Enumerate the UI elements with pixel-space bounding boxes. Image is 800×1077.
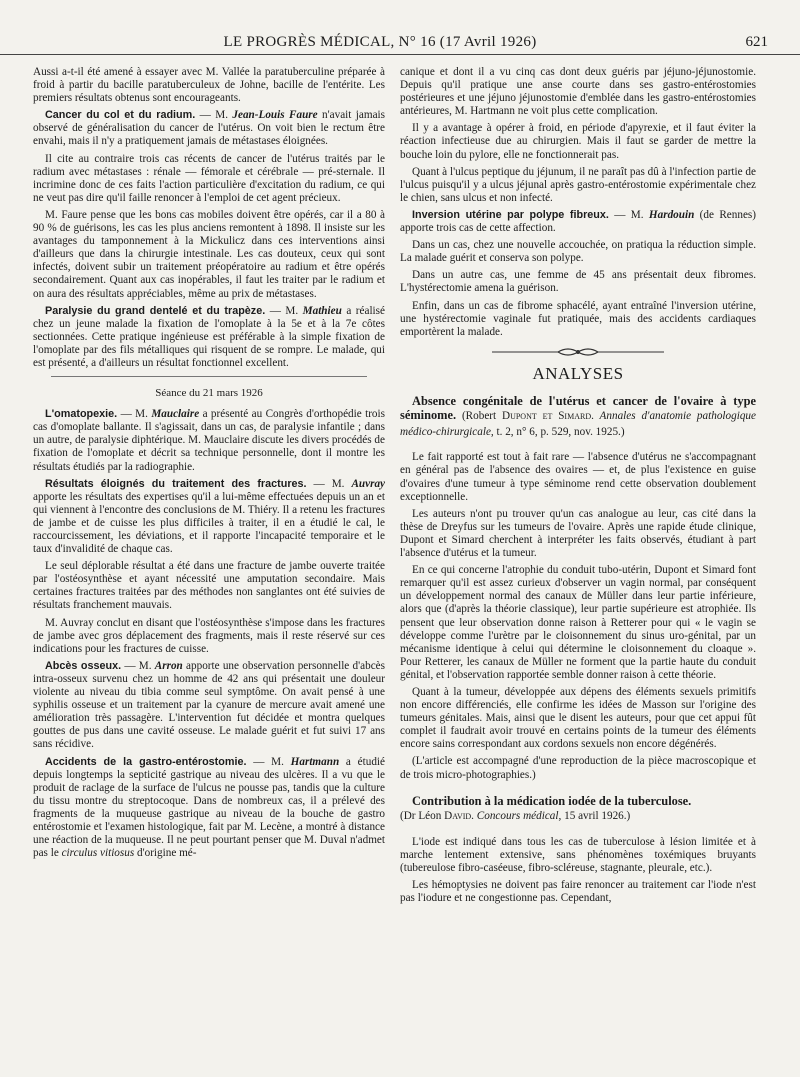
paragraph: Les hémoptysies ne doivent pas faire renoncer au traitement car l'iode n'est pas l'iodure et ne congestionne pas. Cependant, — [400, 878, 756, 904]
section-lead: Paralysie du grand dentelé et du trapèze. — [45, 304, 266, 317]
paragraph: Aussi a-t-il été amené à essayer avec M. Vallée la paratuberculine préparée à froid à partir du bacille paratuberculeux de Johne, bacille de l'entérite. Les premiers résultats obtenus sont encourageants. — [33, 66, 385, 105]
paragraph: M. Auvray conclut en disant que l'ostéosynthèse s'impose dans les fractures de jambe avec gros déplacement des fragments, mais il reste réservé sur ces indications pour les fractures de cuisse. — [33, 616, 385, 655]
paragraph: Les auteurs n'ont pu trouver qu'un cas analogue au leur, cas cité dans la thèse de Dreyfus sur les tumeurs de l'ovaire. Après une rapide étude clinique, Dupont et Simard cherchent à interpréter les faits observés, étudiant à part l'absence d'utérus et la tumeur. — [400, 507, 756, 560]
paragraph: (L'article est accompagné d'une reproduction de la pièce macroscopique et de trois micro-photographies.) — [400, 755, 756, 781]
latin-term: circulus vitiosus — [61, 847, 135, 860]
author-name: Hartmann — [290, 755, 340, 768]
section-lead: Résultats éloignés du traitement des fractures. — [45, 477, 307, 490]
section-lead: Abcès osseux. — [45, 659, 122, 672]
paragraph: Quant à l'ulcus peptique du jéjunum, il ne paraît pas dû à l'infection partie de l'ulcus puisqu'il y a ulcus jéjunal après gastro-entérostomie expérimentale chez le chien, sans ulcus et non infecté. — [400, 165, 756, 204]
paragraph: Inversion utérine par polype fibreux. — M. Hardouin (de Rennes) apporte trois cas de cette affection. — [400, 208, 756, 235]
ornament-divider-icon — [488, 345, 668, 359]
paragraph: M. Faure pense que les bons cas mobiles doivent être opérés, car il a 80 à 90 % de guérisons, les cas les plus anciens remontent à 1898. Il insiste sur les avantages du tamponnement à la Mickulicz dans ces interventions ainsi d'ailleurs que dans la chirurgie intestinale. Les cas douteux, ceux qui sont infectés, doivent subir un traitement préopératoire au radium et être opérés secondairement. Quant aux cas inopérables, il faut les traiter par le radium et on aura des résultats appréciables, même au prix de métastases. — [33, 208, 385, 300]
author-name: Mathieu — [302, 304, 342, 317]
divider — [51, 376, 368, 377]
journal-title: LE PROGRÈS MÉDICAL, N° 16 (17 Avril 1926) — [223, 34, 537, 50]
author-name: Auvray — [351, 477, 385, 490]
article-reference: (Dr Léon David. Concours médical, 15 avril 1926.) — [400, 810, 631, 823]
running-header — [0, 34, 800, 55]
left-column — [33, 66, 385, 1071]
author-name: Hardouin — [648, 208, 695, 221]
seance-heading: Séance du 21 mars 1926 — [155, 387, 263, 400]
article-title: Contribution à la médication iodée de la tuberculose. (Dr Léon David. Concours médical, 15 avril 1926.) — [400, 793, 692, 823]
section-lead: Inversion utérine par polype fibreux. — [412, 208, 609, 221]
section-lead: Accidents de la gastro-entérostomie. — [45, 755, 247, 768]
paragraph: Enfin, dans un cas de fibrome sphacélé, ayant entraîné l'inversion utérine, une hystérectomie vaginale fut pratiquée, mais des accidents cardiaques emportèrent la malade. — [400, 299, 756, 338]
paragraph: Il y a avantage à opérer à froid, en période d'apyrexie, et il faut éviter la réaction infectieuse due au chirurgien. Mais il faut se garder de mettre la bouche loin du pylore, elle ne fonctionnerait pas. — [400, 122, 756, 161]
author-name: Mauclaire — [151, 408, 200, 421]
paragraph: Paralysie du grand dentelé et du trapèze. — M. Mathieu a réalisé chez un jeune malade la fixation de l'omoplate à la 5e et à la 7e côtes sectionnées. Cette pratique ingénieuse est préférable à la simple fixation de l'omoplate par des fils métalliques qui risquent de se rompre. Le malade, qui est présenté, a d'ailleurs un résultat fonctionnel excellent. — [33, 304, 385, 369]
paragraph: Il cite au contraire trois cas récents de cancer de l'utérus traités par le radium avec métastases : rénale — fémorale et cérébrale — pré-sternale. Il incrimine donc de ces faits l'action particulière d'excitation du radium, ce qui ne veut pas dire qu'il faille renoncer à l'emploi de cet agent précieux. — [33, 152, 385, 204]
section-heading: ANALYSES — [532, 363, 624, 383]
section-lead: Cancer du col et du radium. — [45, 109, 196, 122]
section-lead: L'omatopexie. — [45, 408, 118, 421]
paragraph: canique et dont il a vu cinq cas dont deux guéris par jéjuno-jéjunostomie. Depuis qu'il pratique une anse courte dans ses gastro-entérostomies postérieures et une jéjuno jéjunostomie d'emblée dans les gastro-entérostomies antérieures, M. Hartmann ne voit plus cette complication. — [400, 66, 756, 118]
author-name: Arron — [154, 659, 183, 672]
right-column — [400, 66, 756, 1071]
paragraph: Le seul déplorable résultat a été dans une fracture de jambe ouverte traitée par l'ostéosynthèse et ayant nécessité une amputation secondaire. Mais certaines fractures traitées par des méthodes non sanglantes ont été suivies de résultats franchement mauvais. — [33, 560, 385, 612]
paragraph: Résultats éloignés du traitement des fractures. — M. Auvray apporte les résultats des expertises qu'il a lui-même effectuées depuis un an et qui viennent à l'encontre des conclusions de M. Thiéry. Il a retenu les fractures de jambe et de cuisse les plus difficiles à traiter, il en a étudié le cal, le raccourcissement, les déviations, et il rapporte l'incapacité temporaire et le taux d'invalidité de chaque cas. — [33, 477, 385, 556]
paragraph: Abcès osseux. — M. Arron apporte une observation personnelle d'abcès intra-osseux survenu chez un homme de 42 ans qui présentait une douleur violente au niveau du tibia comme seul symptôme. On avait pensé à une syphilis osseuse et un traitement par la cyanure de mercure avait amené une amélioration très passagère. L'intervention fut décidée et montra quelques gouttes de pus dans une cavité osseuse. Le malade guérit et fut suivi 17 ans sans récidive. — [33, 659, 385, 751]
paragraph: Quant à la tumeur, développée aux dépens des éléments sexuels primitifs non encore différenciés, elle confirme les idées de Masson sur l'origine des tumeurs génitales. Mais, ainsi que le disent les auteurs, pour que cet appui fût complet il faudrait avoir trouvé en certains points de la tumeur des éléments encore sains correspondant aux cordons sexuels non encore dégénérés. — [400, 685, 756, 751]
paragraph: Accidents de la gastro-entérostomie. — M. Hartmann a étudié depuis longtemps la septicité gastrique au niveau des ulcères. Il a vu que le produit de raclage de la surface de l'ulcus ne pousse pas, tandis que la culture du tissu montre du streptocoque. Dans de nombreux cas, il a prélevé des fragments de la muqueuse gastrique au niveau de la bouche de gastro entérostomie et l'examen histologique, fait par M. Lecène, a montré à distance une réaction de la muqueuse. Il ne peut pourtant penser que M. Duval n'admet pas le circulus vitiosus d'origine mé- — [33, 755, 385, 860]
paragraph: Cancer du col et du radium. — M. Jean-Louis Faure n'avait jamais observé de généralisation du cancer de l'utérus. On voit bien le rectum être envahi, mais il n'y a pratiquement jamais de métastases éloignées. — [33, 109, 385, 148]
article-title: Absence congénitale de l'utérus et cancer de l'ovaire à type séminome. (Robert Dupont et Simard. Annales d'anatomie pathologique médico-chirurgicale, t. 2, n° 6, p. 529, nov. 1925.) — [400, 393, 756, 438]
author-name: Jean-Louis Faure — [232, 109, 318, 122]
page-number: 621 — [745, 34, 768, 50]
paragraph: Dans un cas, chez une nouvelle accouchée, on pratiqua la réduction simple. La malade guérit et conserva son polype. — [400, 239, 756, 265]
article-reference: (Robert Dupont et Simard. Annales d'anatomie pathologique médico-chirurgicale, t. 2, n° 6, p. 529, nov. 1925.) — [400, 410, 756, 438]
paragraph: L'omatopexie. — M. Mauclaire a présenté au Congrès d'orthopédie trois cas d'omoplate ballante. Il s'agissait, dans un cas, de paralysie infantile ; dans un autre, de paralysie diphtérique. M. Mauclaire discute les divers procédés de fixation de l'omoplate et décrit sa technique personnelle, dont il montre les résultats étudiés par la radiographie. — [33, 408, 385, 473]
paragraph: L'iode est indiqué dans tous les cas de tuberculose à lésion limitée et à marche lentement extensive, sans phénomènes toxémiques bruyants (tubereulose fibro-caséeuse, fibro-scléreuse, stagnante, pleurale, etc.). — [400, 835, 756, 874]
paragraph: Dans un autre cas, une femme de 45 ans présentait deux fibromes. L'hystérectomie amena la guérison. — [400, 269, 756, 295]
paragraph: Le fait rapporté est tout à fait rare — l'absence d'utérus ne s'accompagnant en général pas de l'absence des ovaires — et, de plus l'existence en guise d'ovaires d'une tumeur à type séminome rend cette observation doublement exceptionnelle. — [400, 451, 756, 503]
paragraph: En ce qui concerne l'atrophie du conduit tubo-utérin, Dupont et Simard font remarquer qu'il est assez curieux d'observer un vagin normal, par conséquent un développement normal des canaux de Müller dans leur partie inférieure, alors que (d'après la théorie classique), leur partie supérieure est atrophiée. Ils pensent que leur observation donne raison à Retterer pour qui « le vagin se développe comme l'urètre par le cloisonnement du sinus uro-génital, par un mécanisme identique à celui qui détermine le cloisonnement du cloaque ». Pour Retterer, les canaux de Müller ne forment que la partie haute du conduit génital, et l'observation rapportée semble donner raison à cette théorie. — [400, 564, 756, 681]
